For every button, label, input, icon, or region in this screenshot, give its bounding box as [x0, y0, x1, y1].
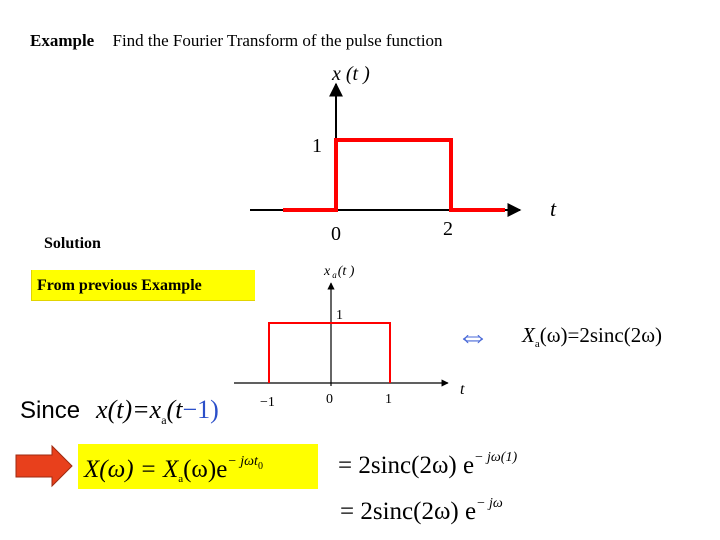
example-label: Example — [30, 31, 95, 50]
top-y-tick-1: 1 — [312, 135, 322, 157]
bottom-x-tick-1: 1 — [385, 392, 392, 407]
red-arrow-icon — [16, 446, 72, 486]
bottom-y-tick-1: 1 — [336, 308, 343, 323]
bottom-pulse-graph — [234, 264, 465, 410]
result-line-2: = 2sinc(2ω) $e^{- j\omega}$ — [340, 496, 503, 525]
result-lhs: $X(\omega) = X_a(\omega)e^{- j\omega t}0$ — [84, 454, 263, 485]
since-statement: Since $x(t)=x_a(t-1)$ — [20, 395, 219, 427]
bottom-pulse-signal — [269, 323, 390, 383]
result-line-1: = 2sinc(2ω) $e^{- j\omega(1)}$ — [338, 450, 518, 479]
example-text: Find the Fourier Transform of the pulse function — [112, 31, 443, 50]
bottom-y-label-sub: a — [332, 270, 337, 280]
bottom-x-label: t — [460, 381, 465, 398]
solution-label: Solution — [44, 235, 101, 252]
previous-example-box: From previous Example — [31, 270, 255, 301]
top-x-label: t — [550, 196, 557, 221]
top-x-tick-2: 2 — [443, 218, 453, 240]
transform-pair: $X_a(\omega)=2\sin c(2\omega)$ — [522, 323, 663, 350]
bottom-x-tick-neg1: −1 — [260, 395, 275, 410]
top-pulse-graph — [250, 63, 557, 245]
bottom-x-tick-0: 0 — [326, 392, 333, 407]
bottom-y-label: x $_a$(t ) — [324, 264, 355, 280]
top-x-tick-0: 0 — [331, 223, 341, 245]
top-y-label: x (t ) — [332, 63, 370, 85]
fourier-pair-arrow: ⇔ — [456, 317, 490, 355]
